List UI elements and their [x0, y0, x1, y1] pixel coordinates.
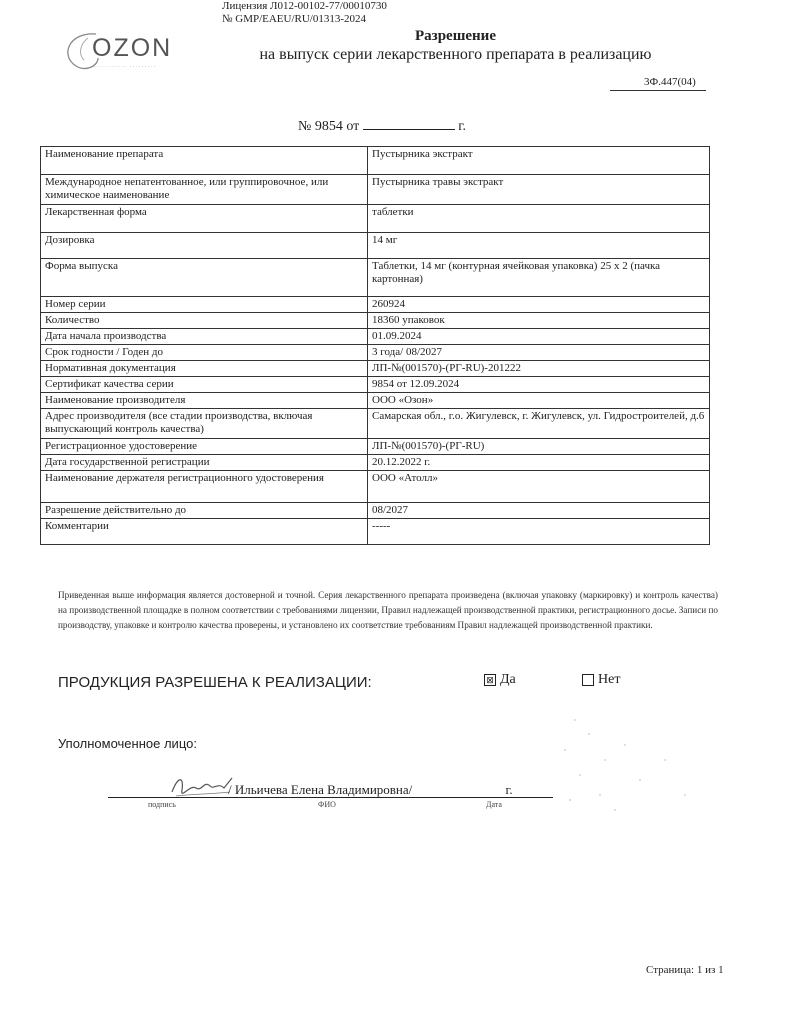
permit-details-table [40, 146, 710, 545]
field-label: Разрешение действительно до [41, 503, 368, 519]
table-row [41, 377, 710, 393]
year-suffix: г. [458, 119, 466, 134]
field-label: Количество [41, 313, 368, 329]
table-row [41, 393, 710, 409]
field-label: Комментарии [41, 519, 368, 545]
field-value: 260924 [368, 297, 710, 313]
field-label: Международное непатентованное, или группировочное, или химическое наименование [41, 175, 368, 205]
permit-number: № 9854 от [298, 119, 360, 134]
field-label: Номер серии [41, 297, 368, 313]
table-row [41, 147, 710, 175]
authorized-person-name: / Ильичева Елена Владимировна/ [228, 782, 413, 797]
unchecked-checkbox-icon [582, 674, 594, 686]
yes-label: Да [500, 672, 516, 687]
field-label: Дата государственной регистрации [41, 455, 368, 471]
field-value: ЛП-№(001570)-(РГ-RU) [368, 439, 710, 455]
name-caption: ФИО [318, 800, 336, 809]
table-row [41, 519, 710, 545]
document-title: Разрешение [415, 28, 496, 44]
form-code: 3Ф.447(04) [644, 76, 696, 88]
authorized-person-label: Уполномоченное лицо: [58, 736, 197, 751]
field-value: ----- [368, 519, 710, 545]
form-code-underline [610, 90, 706, 91]
table-row [41, 175, 710, 205]
table-row [41, 233, 710, 259]
field-label: Наименование держателя регистрационного удостоверения [41, 471, 368, 503]
checked-checkbox-icon: ⊠ [484, 674, 496, 686]
table-row [41, 259, 710, 297]
signature-rule [108, 797, 553, 798]
field-value: 20.12.2022 г. [368, 455, 710, 471]
field-value: Таблетки, 14 мг (контурная ячейковая упаковка) 25 х 2 (пачка картонная) [368, 259, 710, 297]
faint-stamp-mark [545, 700, 735, 830]
date-year-suffix: г. [505, 782, 513, 797]
table-row [41, 409, 710, 439]
logo-text: OZON [92, 34, 173, 62]
release-no-option [582, 672, 620, 688]
field-label: Нормативная документация [41, 361, 368, 377]
document-subtitle: на выпуск серии лекарственного препарата в реализацию [259, 46, 652, 63]
field-value: Пустырника травы экстракт [368, 175, 710, 205]
field-value: 3 года/ 08/2027 [368, 345, 710, 361]
table-row [41, 345, 710, 361]
date-blank [363, 115, 455, 130]
field-value: 18360 упаковок [368, 313, 710, 329]
field-label: Адрес производителя (все стадии производства, включая выпускающий контроль качества) [41, 409, 368, 439]
signature-caption: подпись [148, 800, 176, 809]
table-row [41, 329, 710, 345]
permit-number-line [298, 115, 466, 135]
field-label: Форма выпуска [41, 259, 368, 297]
field-value: ООО «Атолл» [368, 471, 710, 503]
table-row [41, 439, 710, 455]
table-row [41, 313, 710, 329]
field-label: Регистрационное удостоверение [41, 439, 368, 455]
field-label: Дозировка [41, 233, 368, 259]
table-row [41, 205, 710, 233]
field-label: Сертификат качества серии [41, 377, 368, 393]
release-label: ПРОДУКЦИЯ РАЗРЕШЕНА К РЕАЛИЗАЦИИ: [58, 674, 372, 691]
field-label: Дата начала производства [41, 329, 368, 345]
field-value: 08/2027 [368, 503, 710, 519]
logo-tagline: ··········· ········· [94, 64, 157, 70]
gmp-certificate-number: № GMP/EAEU/RU/01313-2024 [222, 13, 367, 25]
table-row [41, 297, 710, 313]
release-yes-option [484, 672, 516, 688]
table-row [41, 471, 710, 503]
field-value: ООО «Озон» [368, 393, 710, 409]
field-value: Самарская обл., г.о. Жигулевск, г. Жигулевск, ул. Гидростроителей, д.6 [368, 409, 710, 439]
table-row [41, 361, 710, 377]
table-row [41, 455, 710, 471]
field-label: Срок годности / Годен до [41, 345, 368, 361]
field-value: таблетки [368, 205, 710, 233]
declaration-text: Приведенная выше информация является достоверной и точной. Серия лекарственного препарата произведена (включая упаковку (маркировку) и контроль качества) на производственной площадке в полном соответствии с требованиями лицензии, Правил надлежащей производственной практики, регистрационного досье. Записи по производству, упаковке и контролю качества проверены, и установлено их соответствие требованиям Правил надлежащей производственной практики. [58, 590, 718, 630]
field-value: ЛП-№(001570)-(РГ-RU)-201222 [368, 361, 710, 377]
license-number: Лицензия Л012-00102-77/00010730 [222, 0, 387, 12]
field-value: 14 мг [368, 233, 710, 259]
date-caption: Дата [486, 800, 502, 809]
field-label: Наименование производителя [41, 393, 368, 409]
field-label: Наименование препарата [41, 147, 368, 175]
field-value: 9854 от 12.09.2024 [368, 377, 710, 393]
authorized-person-name-line [110, 782, 513, 798]
table-row [41, 503, 710, 519]
field-value: 01.09.2024 [368, 329, 710, 345]
field-value: Пустырника экстракт [368, 147, 710, 175]
field-label: Лекарственная форма [41, 205, 368, 233]
page-counter: Страница: 1 из 1 [646, 964, 724, 976]
no-label: Нет [598, 672, 621, 687]
